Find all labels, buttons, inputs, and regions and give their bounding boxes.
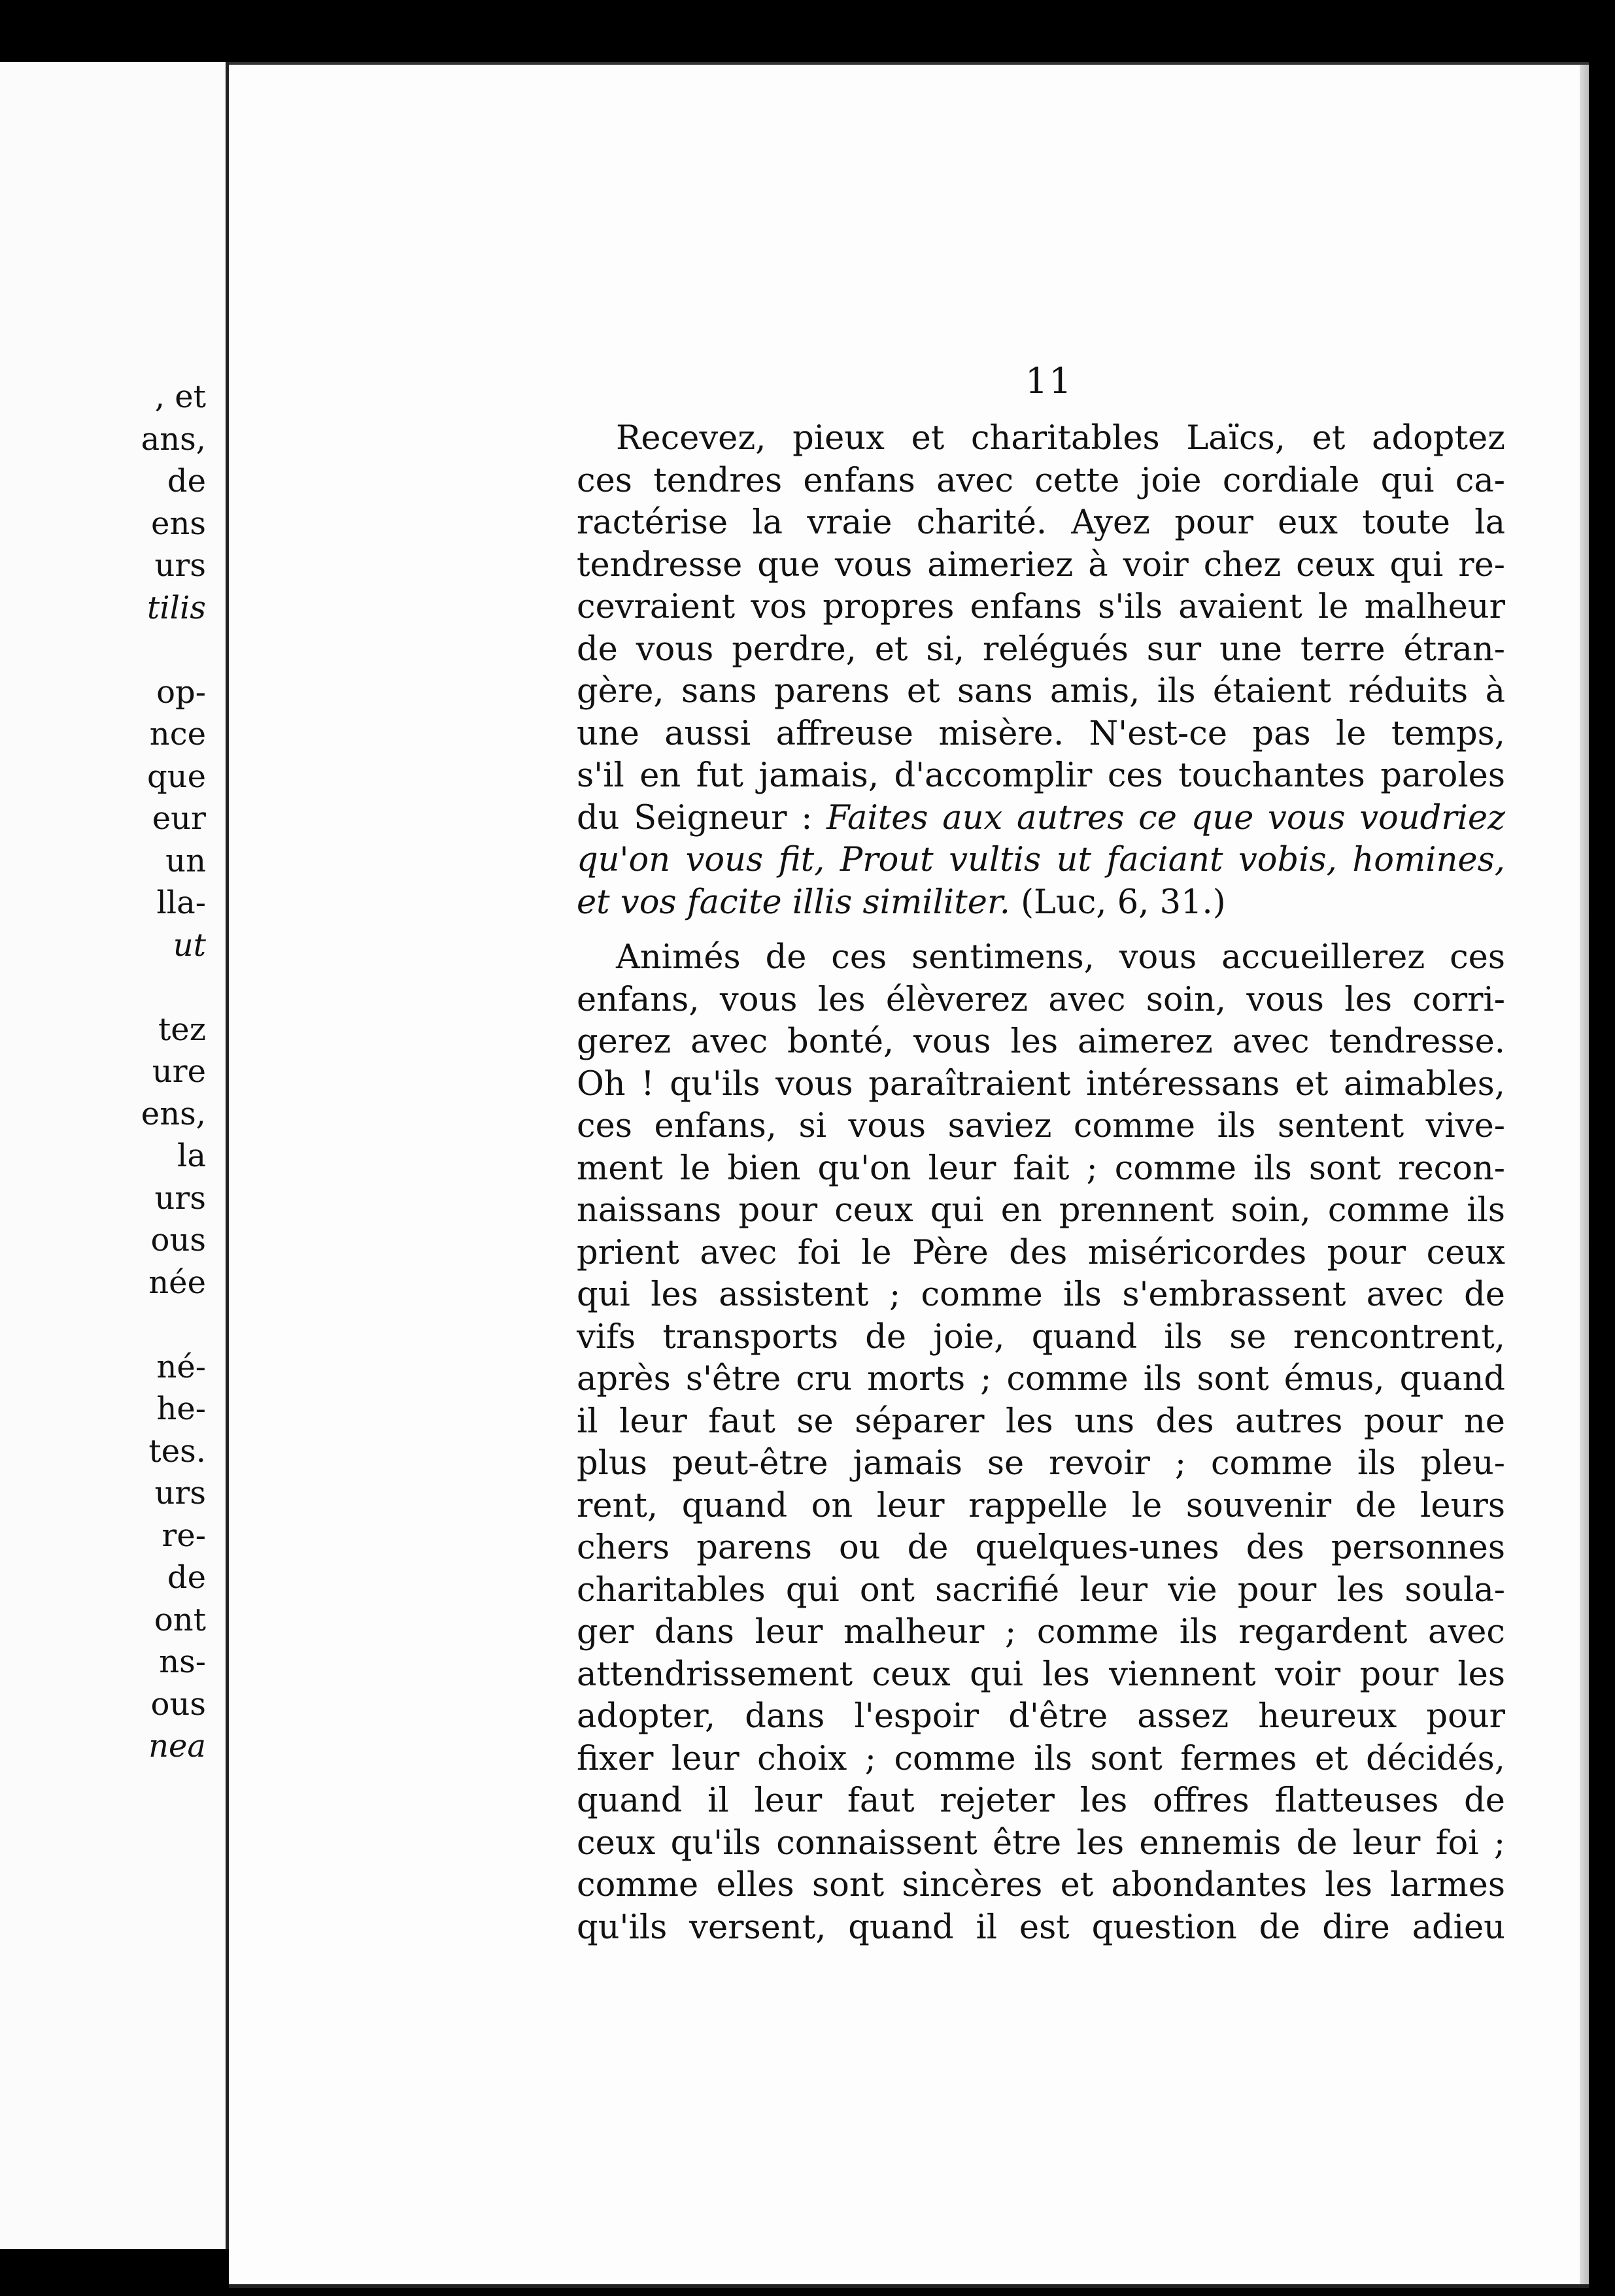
text-line-mixed	[577, 839, 1505, 882]
fragment: ous	[150, 1685, 206, 1723]
fragment: ens	[151, 505, 206, 542]
fragment: née	[148, 1264, 206, 1301]
text-line: Animés de ces sentimens, vous accueillerez ces	[616, 938, 1505, 977]
fragment: un	[165, 842, 206, 879]
text-line: ractérise la vraie charité. Ayez pour eux toute la	[577, 503, 1505, 542]
text-line: gerez avec bonté, vous les aimerez avec tendresse.	[577, 1022, 1505, 1061]
fragment: tilis	[147, 589, 206, 626]
fragment: ous	[150, 1222, 206, 1258]
page-body	[577, 418, 1505, 1949]
text-line: de vous perdre, et si, relégués sur une terre étran-	[577, 630, 1505, 669]
fragment: né-	[156, 1348, 206, 1385]
fragment: ont	[154, 1601, 206, 1638]
text-line: s'il en fut jamais, d'accomplir ces touchantes paroles	[577, 756, 1505, 795]
fragment: ure	[152, 1053, 206, 1090]
text-line: une aussi affreuse misère. N'est-ce pas le temps,	[577, 714, 1505, 753]
text-line: fixer leur choix ; comme ils sont fermes et décidés,	[577, 1739, 1505, 1778]
text-line: ger dans leur malheur ; comme ils regardent avec	[577, 1613, 1505, 1651]
text-line: qui les assistent ; comme ils s'embrassent avec de	[577, 1275, 1505, 1314]
text-line: comme elles sont sincères et abondantes les larmes	[577, 1866, 1505, 1904]
fragment: nea	[148, 1728, 206, 1764]
fragment: ns-	[159, 1644, 206, 1680]
text-line: ceux qu'ils connaissent être les ennemis de leur foi ;	[577, 1823, 1505, 1863]
text-segment: du Seigneur :	[577, 798, 813, 837]
fragment: re-	[162, 1517, 206, 1554]
text-line: plus peut-être jamais se revoir ; comme ils pleu-	[577, 1444, 1505, 1483]
previous-page-edge	[0, 62, 230, 2249]
fragment: lla-	[156, 885, 206, 921]
fragment: la	[177, 1138, 206, 1174]
book-page	[229, 62, 1589, 2288]
text-line: chers parens ou de quelques-unes des personnes	[577, 1528, 1505, 1567]
italic-latin: Prout vultis ut faciant vobis, homines,	[840, 841, 1505, 879]
fragment: urs	[154, 1179, 206, 1217]
italic-latin: et vos facite illis similiter.	[577, 883, 1010, 922]
text-line: cevraient vos propres enfans s'ils avaient le malheur	[577, 588, 1505, 626]
citation: (Luc, 6, 31.)	[1021, 883, 1226, 922]
fragment: ans,	[141, 420, 206, 458]
text-line: naissans pour ceux qui en prennent soin, comme ils	[577, 1191, 1505, 1230]
text-line: ces tendres enfans avec cette joie cordiale qui ca-	[577, 461, 1505, 500]
fragment: he-	[156, 1391, 206, 1427]
text-line: Recevez, pieux et charitables Laïcs, et adoptez	[616, 419, 1505, 458]
fragment: ut	[173, 926, 206, 964]
text-line: il leur faut se séparer les uns des autres pour ne	[577, 1402, 1505, 1441]
text-line-mixed	[577, 882, 1505, 924]
fragment: eur	[152, 800, 206, 837]
text-line: attendrissement ceux qui les viennent voir pour les	[577, 1655, 1505, 1694]
fragment: de	[167, 463, 206, 499]
text-line: rent, quand on leur rappelle le souvenir de leurs	[577, 1486, 1505, 1525]
text-line: prient avec foi le Père des miséricordes pour ceux	[577, 1233, 1505, 1272]
text-line: adopter, dans l'espoir d'être assez heureux pour	[577, 1697, 1505, 1736]
italic-quote: qu'on vous fit,	[577, 841, 825, 879]
text-line: quand il leur faut rejeter les offres flatteuses de	[577, 1781, 1505, 1820]
italic-quote: Faites aux autres ce que vous voudriez	[826, 798, 1505, 837]
fragment: op-	[156, 673, 206, 711]
text-line: ment le bien qu'on leur fait ; comme ils sont recon-	[577, 1149, 1505, 1188]
page-number: 11	[1025, 360, 1073, 401]
text-line-mixed	[577, 798, 1505, 840]
text-line: charitables qui ont sacrifié leur vie pour les soula-	[577, 1570, 1505, 1610]
fragment: tes.	[148, 1432, 206, 1470]
fragment: de	[167, 1559, 206, 1596]
text-line: après s'être cru morts ; comme ils sont émus, quand	[577, 1360, 1505, 1398]
text-line: qu'ils versent, quand il est question de dire adieu	[577, 1908, 1505, 1947]
text-line: ces enfans, si vous saviez comme ils sentent vive-	[577, 1107, 1505, 1145]
previous-page-fragments	[75, 376, 206, 1768]
page-edge	[1580, 65, 1589, 2284]
fragment: ens,	[141, 1095, 206, 1132]
fragment: urs	[154, 1475, 206, 1511]
fragment: que	[146, 758, 206, 795]
text-line: vifs transports de joie, quand ils se rencontrent,	[577, 1317, 1505, 1357]
text-line: tendresse que vous aimeriez à voir chez ceux qui re-	[577, 545, 1505, 584]
fragment: urs	[154, 547, 206, 584]
text-line: enfans, vous les élèverez avec soin, vous les corri-	[577, 980, 1505, 1019]
fragment: nce	[149, 716, 206, 752]
fragment: , et	[154, 379, 206, 415]
fragment: tez	[158, 1011, 206, 1048]
text-line: Oh ! qu'ils vous paraîtraient intéressans et aimables,	[577, 1064, 1505, 1104]
text-line: gère, sans parens et sans amis, ils étaient réduits à	[577, 672, 1505, 711]
